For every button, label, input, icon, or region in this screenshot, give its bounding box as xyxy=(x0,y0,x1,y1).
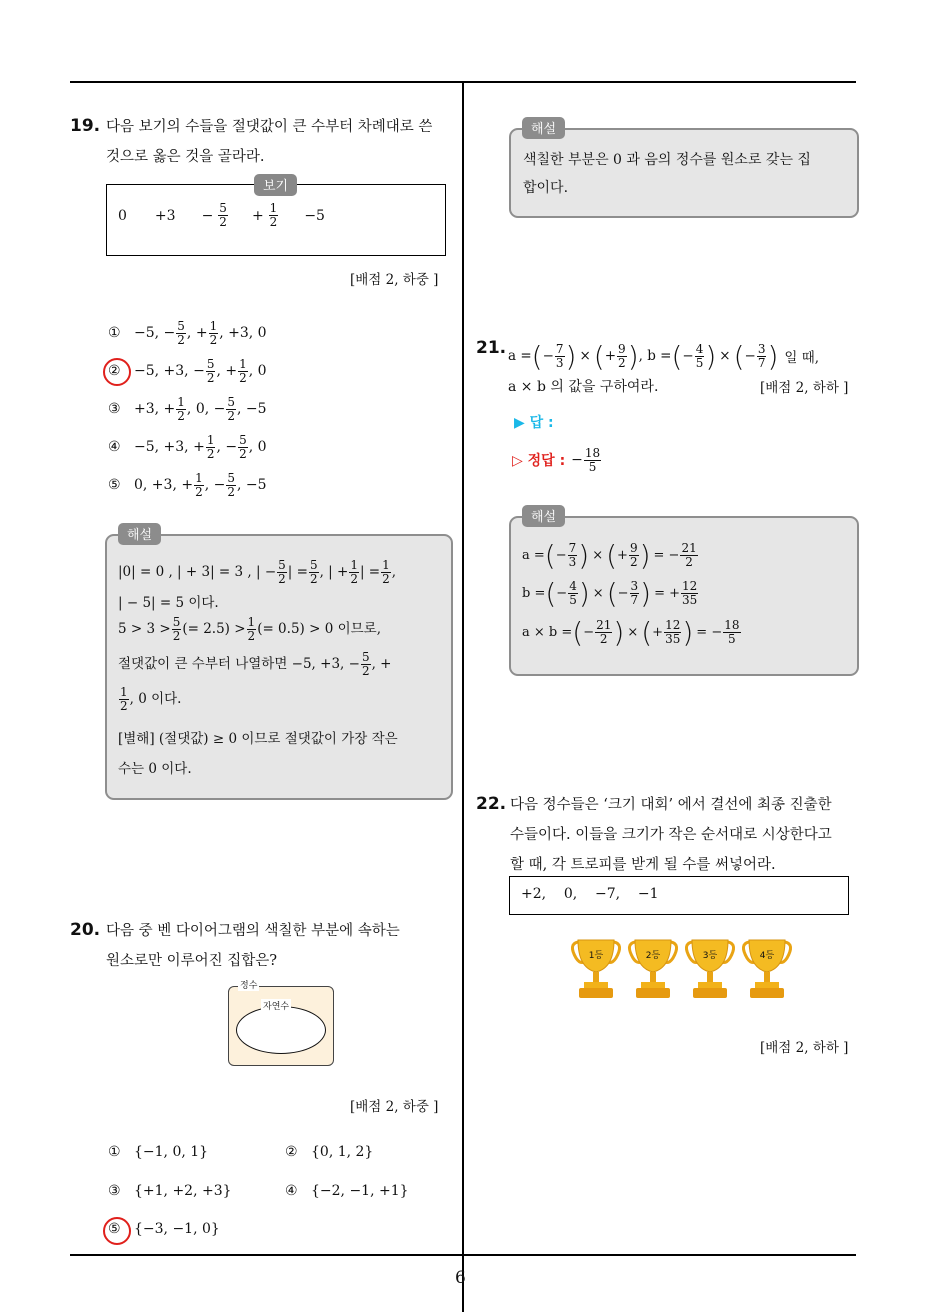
value-minus5: −5 xyxy=(304,207,325,224)
q21-solution-math: a = ( − $\frac{7}{3}$ ) × ( + $\frac{9}{2}$ ) = − $\frac{21}{2}$ b = ( − $\frac{4}{5}$ ) × ( − $\frac{3}{7}$ ) = + $\frac{12}{35}$ a × b = ( − $\frac{21}{2}$ ) × ( + $\frac{12}{35}$ ) = − $\frac{18}{5}$ xyxy=(522,538,740,649)
venn-inner-ellipse xyxy=(236,1006,326,1054)
q19-number: 19. xyxy=(70,116,101,136)
q19-example-tag: 보기 xyxy=(254,174,297,196)
option-number: ① xyxy=(108,325,121,341)
value-plus-sign: + xyxy=(251,207,264,224)
trophy-icon xyxy=(627,938,679,1000)
q19-option-1[interactable]: ① −5, − $\frac{5}{2}$ , + $\frac{1}{2}$ , +3, 0 xyxy=(108,318,267,347)
q21-answer-label: ▶ 답 : xyxy=(514,415,554,431)
q20-solution-tag: 해설 xyxy=(522,117,565,139)
q19-option-5[interactable]: ⑤ 0, +3, + $\frac{1}{2}$ , − $\frac{5}{2}$ , −5 xyxy=(108,470,267,499)
value-minus-sign: − xyxy=(201,207,214,224)
q20-score: [배점 2, 하중 ] xyxy=(350,1099,439,1115)
trophy-label: 2등 xyxy=(645,951,661,961)
q19-text xyxy=(106,112,432,172)
q22-number: 22. xyxy=(476,794,507,814)
q22-numbers: +2, 0, −7, −1 xyxy=(521,886,659,902)
q19-example-values xyxy=(118,202,325,229)
q19-text-line2: 것으로 옳은 것을 골라라. xyxy=(106,149,265,165)
trophy-label: 1등 xyxy=(588,951,604,961)
q19-option-2[interactable]: ② −5, +3, − $\frac{5}{2}$ , + $\frac{1}{2}$ , 0 xyxy=(108,352,267,390)
q21-score: [배점 2, 하하 ] xyxy=(760,380,849,396)
option-number: ⑤ xyxy=(108,477,121,493)
q20-option-2[interactable]: ② {0, 1, 2} xyxy=(285,1144,374,1160)
q19-text-line1: 다음 보기의 수들을 절댓값이 큰 수부터 차례대로 쓴 xyxy=(106,119,433,135)
answer-circle-mark xyxy=(103,1217,131,1245)
q19-solution-text: |0| = 0 , | + 3| = 3 , | − $\frac{5}{2}$ | = $\frac{5}{2}$ , | + $\frac{1}{2}$ | = $\frac{1}{2}$ , | − 5| = 5 이다. 5 > 3 > $\frac{5}{2}$ (= 2.5) > $\frac{1}{2}$ (= 0.5) > 0 이므로, 절댓값이 큰 수부터 나열하면 −5, +3, − $\frac{5}{2}$ , + $\frac{1}{2}$ , 0 이다. [별해] (절댓값) ≥ 0 이므로 절댓값이 가장 작은 수는 0 이다. xyxy=(118,557,398,777)
q20-number: 20. xyxy=(70,920,101,940)
q22-score: [배점 2, 하하 ] xyxy=(760,1040,849,1056)
q20-option-5[interactable]: ⑤ {−3, −1, 0} xyxy=(108,1221,220,1237)
q19-options xyxy=(108,314,267,504)
q19-option-4[interactable]: ④ −5, +3, + $\frac{1}{2}$ , − $\frac{5}{2}$ , 0 xyxy=(108,432,267,461)
q22-text: 다음 정수들은 ‘크기 대회’ 에서 결선에 최종 진출한 수들이다. 이들을 크기가 작은 순서대로 시상한다고 할 때, 각 트로피를 받게 될 수를 써넣어라. xyxy=(510,797,832,873)
q20-solution-text: 색칠한 부분은 0 과 음의 정수를 원소로 갖는 집 합이다. xyxy=(523,152,811,196)
answer-circle-mark xyxy=(103,358,131,386)
trophy-label: 4등 xyxy=(759,951,775,961)
q19-solution-tag: 해설 xyxy=(118,523,161,545)
venn-outer-label: 정수 xyxy=(238,978,259,991)
trophy-icon xyxy=(684,938,736,1000)
trophy-icon xyxy=(570,938,622,1000)
value-fraction-1-2: $\frac{1}{2}$ xyxy=(269,201,278,229)
q21-correct-answer: ▷ 정답 : − $\frac{18}{5}$ xyxy=(512,445,601,474)
q21-line2: a × b 의 값을 구하여라. xyxy=(508,379,659,395)
q20-text xyxy=(106,916,400,976)
option-number: ③ xyxy=(108,401,121,417)
option-number: ④ xyxy=(108,439,121,455)
q20-option-1[interactable]: ① {−1, 0, 1} xyxy=(108,1144,209,1160)
q21-number: 21. xyxy=(476,338,507,358)
q19-option-3[interactable]: ③ +3, + $\frac{1}{2}$ , 0, − $\frac{5}{2}$ , −5 xyxy=(108,394,267,423)
q20-text-line2: 원소로만 이루어진 집합은? xyxy=(106,953,278,969)
q21-solution-tag: 해설 xyxy=(522,505,565,527)
option-number: ② xyxy=(108,363,121,379)
value-fraction-5-2: $\frac{5}{2}$ xyxy=(219,201,227,229)
trophy-icon xyxy=(741,938,793,1000)
q19-score: [배점 2, 하중 ] xyxy=(350,272,439,288)
value-zero: 0 xyxy=(118,207,127,224)
q20-text-line1: 다음 중 벤 다이어그램의 색칠한 부분에 속하는 xyxy=(106,923,400,939)
q20-option-3[interactable]: ③ {+1, +2, +3} xyxy=(108,1183,232,1199)
column-divider xyxy=(462,82,464,1312)
page-number: 6 xyxy=(455,1268,466,1288)
q20-option-4[interactable]: ④ {−2, −1, +1} xyxy=(285,1183,409,1199)
venn-inner-label: 자연수 xyxy=(261,999,291,1012)
q21-expression: a = ( − $\frac{7}{3}$ ) × ( + $\frac{9}{2}$ ) , b = ( − $\frac{4}{5}$ ) × ( − $\frac{3}{7}$ ) 일 때, xyxy=(508,339,820,373)
trophy-label: 3등 xyxy=(702,951,718,961)
value-plus3: +3 xyxy=(154,207,176,224)
